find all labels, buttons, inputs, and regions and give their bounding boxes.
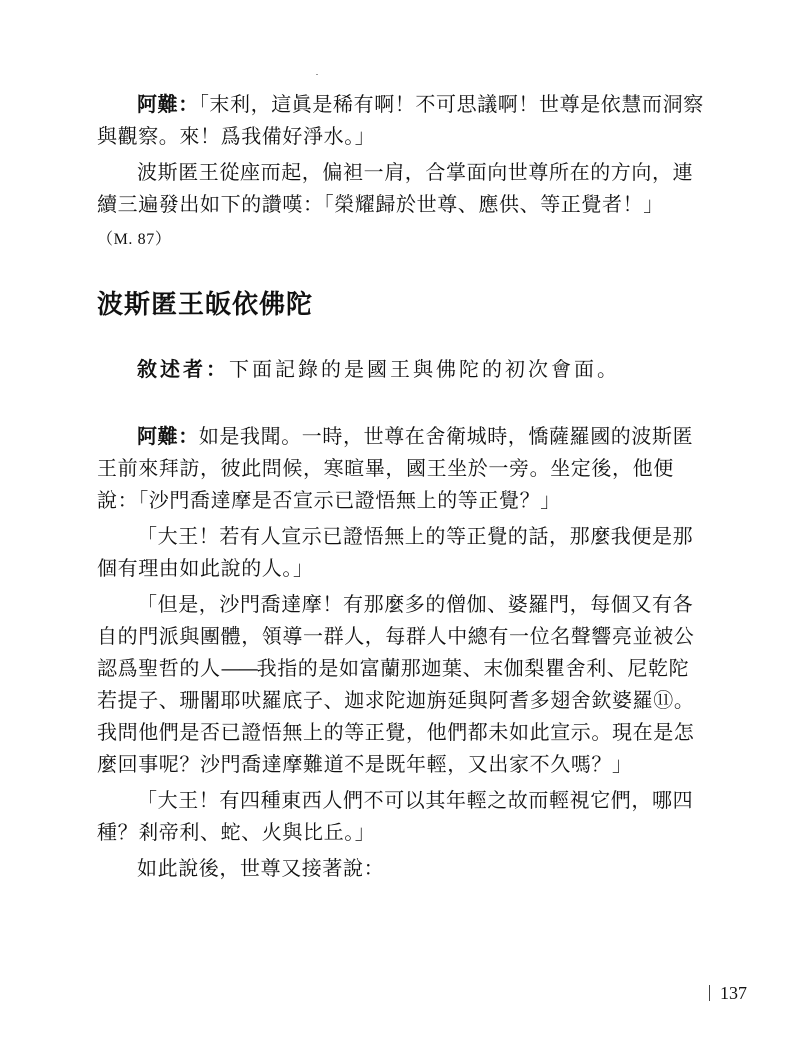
footnote-marker: ⑪ — [653, 688, 674, 712]
speaker-label: 阿難： — [137, 424, 199, 448]
page-number-value: 137 — [720, 983, 747, 1003]
sutta-reference: （M. 87） — [97, 231, 172, 248]
page-number — [709, 983, 747, 1004]
paragraph-king-question — [97, 588, 707, 780]
em-dash: —— — [220, 656, 257, 680]
paragraph-text: 波斯匿王從座而起，偏袒一肩，合掌面向世尊所在的方向，連續三遍發出如下的讚嘆：「榮耀歸於世尊、應供、等正覺者！」 — [97, 160, 694, 216]
paragraph-text: 如此說後，世尊又接著說： — [137, 856, 385, 880]
paragraph-four-things — [97, 784, 707, 848]
paragraph-text: 「大王！有四種東西人們不可以其年輕之故而輕視它們，哪四種？剎帝利、蛇、火與比丘。」 — [97, 788, 694, 844]
paragraph-king-praise — [97, 156, 707, 220]
paragraph-text: 「大王！若有人宣示已證悟無上的等正覺的話，那麼我便是那個有理由如此說的人。」 — [97, 524, 694, 580]
top-passage — [97, 88, 707, 256]
narrator-text: 下面記錄的是國王與佛陀的初次會面。 — [229, 357, 620, 381]
paragraph-text: 。我問他們是否已證悟無上的等正覺，他們都未如此宣示。現在是怎麼回事呢？沙門喬達摩難道不是既年輕，又出家不久嗎？」 — [97, 688, 695, 776]
page-number-rule — [709, 985, 710, 1001]
narrator-note — [137, 353, 620, 382]
paragraph-text: 我指的是如富蘭那迦葉、末伽梨瞿舍利、尼乾陀若提子、珊闍耶吠羅底子、迦求陀迦旃延與阿耆多翅舍欽婆羅 — [97, 656, 690, 712]
paragraph-opening — [97, 420, 707, 516]
narrator-label: 敘述者： — [137, 357, 229, 381]
paragraph-text: 「但是，沙門喬達摩！有那麼多的僧伽、婆羅門，每個又有各自的門派與團體，領導一群人，每群人中總有一位名聲響亮並被公認爲聖哲的人 — [97, 592, 695, 680]
main-passage — [97, 420, 707, 888]
paragraph-ananda-quote — [97, 88, 707, 152]
scan-speck — [316, 74, 318, 75]
speaker-label: 阿難： — [137, 92, 199, 116]
section-heading: 波斯匿王皈依佛陀 — [97, 290, 314, 320]
paragraph-continuation — [97, 852, 707, 884]
paragraph-text: 「末利，這眞是稀有啊！不可思議啊！世尊是依慧而洞察與觀察。來！爲我備好淨水。」 — [97, 92, 704, 148]
paragraph-buddha-reply — [97, 520, 707, 584]
paragraph-text: 如是我聞。一時，世尊在舍衛城時，憍薩羅國的波斯匿王前來拜訪，彼此問候，寒暄畢，國王坐於一旁。坐定後，他便說：「沙門喬達摩是否宣示已證悟無上的等正覺？」 — [97, 424, 694, 512]
